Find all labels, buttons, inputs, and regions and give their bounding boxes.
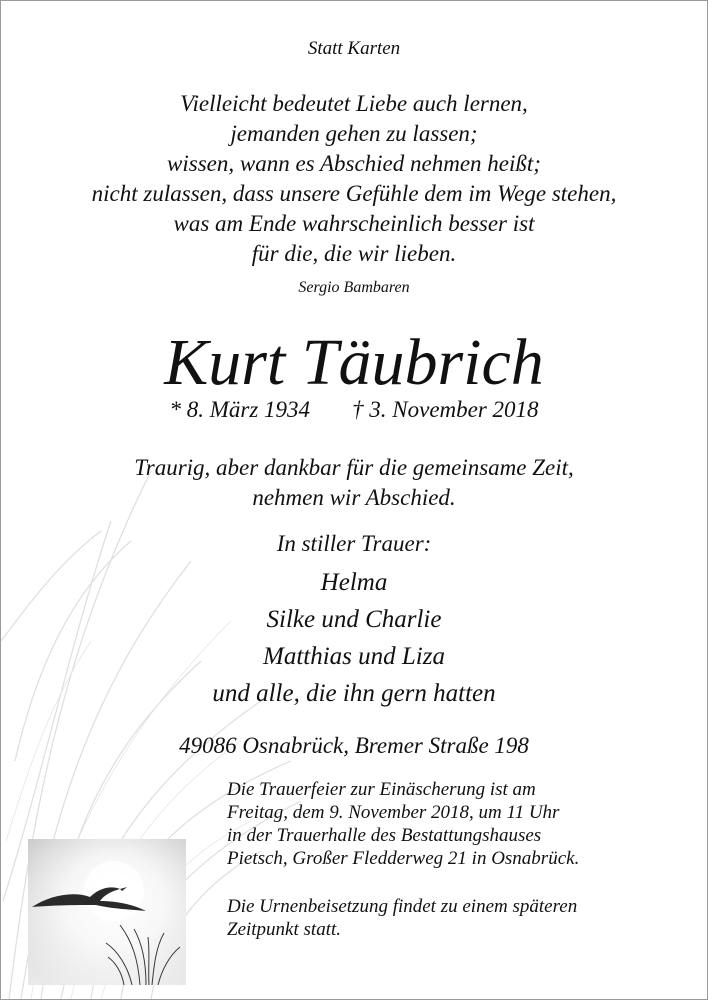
seagull-sunset-vignette	[28, 839, 186, 985]
mourning-text	[1, 453, 707, 513]
ceremony-line: in der Trauerhalle des Bestattungshauses	[227, 825, 542, 846]
mourner-name: Matthias und Liza	[263, 643, 445, 670]
ceremony-info	[227, 778, 697, 870]
mourning-line: Traurig, aber dankbar für die gemeinsame Zeit,	[134, 455, 574, 480]
ceremony-line: Pietsch, Großer Fledderweg 21 in Osnabrück.	[227, 848, 580, 869]
poem-line: Vielleicht bedeutet Liebe auch lernen,	[180, 91, 528, 116]
poem-line: jemanden gehen zu lassen;	[230, 121, 478, 146]
mourner-name: Helma	[320, 569, 388, 596]
poem-line: für die, die wir lieben.	[251, 241, 457, 266]
family-address: 49086 Osnabrück, Bremer Straße 198	[179, 733, 529, 758]
poem-line: nicht zulassen, dass unsere Gefühle dem im Wege stehen,	[91, 181, 617, 206]
urn-line: Zeitpunkt statt.	[227, 919, 341, 940]
mourning-line: nehmen wir Abschied.	[252, 485, 456, 510]
statt-karten-label: Statt Karten	[307, 38, 401, 59]
mourner-name: und alle, die ihn gern hatten	[212, 680, 496, 707]
birth-date: * 8. März 1934	[169, 397, 311, 422]
life-dates	[1, 397, 707, 423]
mourners-heading: In stiller Trauer:	[276, 531, 432, 556]
poem-author: Sergio Bambaren	[298, 279, 410, 296]
ceremony-line: Die Trauerfeier zur Einäscherung ist am	[227, 779, 536, 800]
urn-line: Die Urnenbeisetzung findet zu einem späteren	[227, 896, 578, 917]
urn-burial-info	[227, 895, 697, 941]
poem-line: was am Ende wahrscheinlich besser ist	[173, 211, 535, 236]
death-date: † 3. November 2018	[352, 397, 539, 422]
mourner-name: Silke und Charlie	[266, 606, 442, 633]
poem-line: wissen, wann es Abschied nehmen heißt;	[167, 151, 541, 176]
ceremony-line: Freitag, dem 9. November 2018, um 11 Uhr	[227, 802, 560, 823]
deceased-name: Kurt Täubrich	[164, 326, 544, 399]
poem	[1, 89, 707, 269]
mourners-list	[1, 564, 707, 712]
